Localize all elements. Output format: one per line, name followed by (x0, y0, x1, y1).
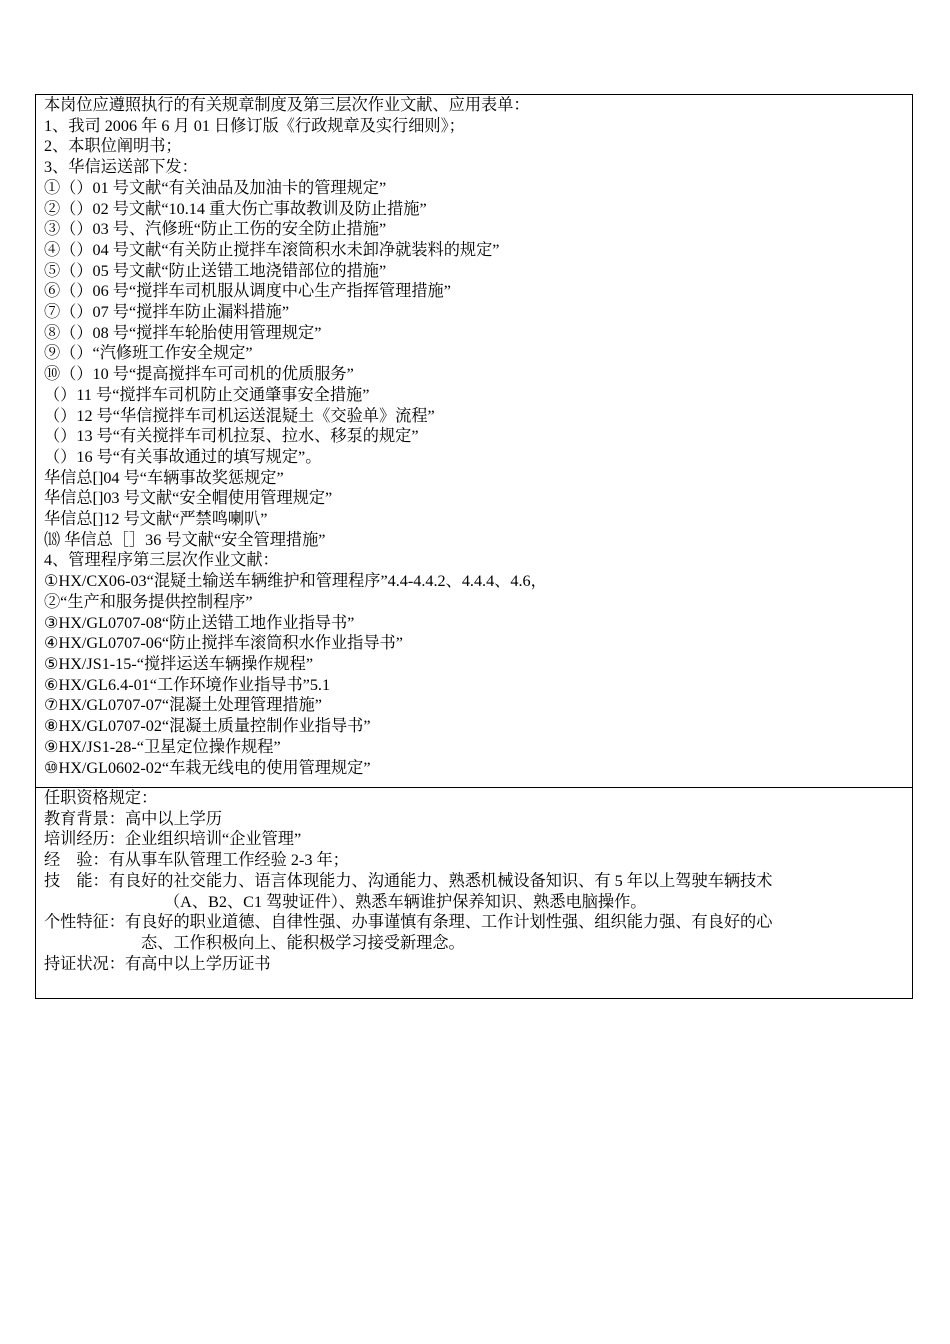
training-row (44, 829, 904, 850)
certificate-label: 持证状况： (44, 954, 125, 973)
personality-label: 个性特征： (44, 913, 125, 932)
skills-row (44, 871, 904, 892)
regulation-item: ⑦（）07 号“搅拌车防止漏料措施” (44, 303, 290, 322)
regulation-item: ⑤HX/JS1-15-“搅拌运送车辆操作规程” (44, 654, 313, 673)
regulation-item: ③（）03 号、汽修班“防止工伤的安全防止措施” (44, 220, 387, 239)
regulation-item: 2、本职位阐明书； (44, 137, 182, 156)
regulation-item: （）11 号“搅拌车司机防止交通肇事安全措施” (44, 385, 370, 404)
regulations-list (44, 116, 904, 779)
regulation-item: （）12 号“华信搅拌车司机运送混疑土《交验单》流程” (44, 406, 435, 425)
regulation-item: ⑧（）08 号“搅拌车轮胎使用管理规定” (44, 323, 322, 342)
training-value: 企业组织培训“企业管理” (124, 830, 302, 849)
regulation-item: ⑦HX/GL0707-07“混凝土处理管理措施” (44, 696, 322, 715)
regulation-item: ①HX/CX06-03“混疑土输送车辆维护和管理程序”4.4-4.4.2、4.4.4、4.6， (44, 572, 547, 591)
regulation-item: ④（）04 号文献“有关防止搅拌车滚筒积水未卸净就装料的规定” (44, 240, 500, 259)
certificate-row (44, 954, 904, 975)
personality-value (125, 912, 904, 933)
regulations-cell (36, 95, 912, 788)
regulation-item: ⑩（）10 号“提高搅拌车可司机的优质服务” (44, 365, 354, 384)
education-label: 教育背景： (44, 809, 125, 828)
regulation-item: ⑤（）05 号文献“防止送错工地浇错部位的措施” (44, 261, 387, 280)
regulation-item: ⑥（）06 号“搅拌车司机服从调度中心生产指挥管理措施” (44, 282, 451, 301)
regulation-item: ⒅ 华信总［］36 号文献“安全管理措施” (44, 530, 326, 549)
personality-row (44, 912, 904, 933)
education-row (44, 809, 904, 830)
regulation-item: ②（）02 号文献“10.14 重大伤亡事故教训及防止措施” (44, 199, 427, 218)
regulation-item: ⑨（）“汽修班工作安全规定” (44, 344, 253, 363)
regulation-item: ①（）01 号文献“有关油品及加油卡的管理规定” (44, 178, 387, 197)
qualifications-cell (36, 788, 912, 998)
regulation-item: 1、我司 2006 年 6 月 01 日修订版《行政规章及实行细则》； (44, 116, 465, 135)
document-table (35, 94, 913, 999)
skills-value (109, 871, 904, 892)
regulation-item: 华信总[]03 号文献“安全帽使用管理规定” (44, 489, 333, 508)
regulation-item: ②“生产和服务提供控制程序” (44, 592, 253, 611)
regulation-item: ③HX/GL0707-08“防止送错工地作业指导书” (44, 613, 355, 632)
experience-label: 经 验： (44, 851, 109, 870)
training-label: 培训经历： (44, 830, 125, 849)
skills-label: 技 能： (44, 871, 109, 890)
regulation-item: ⑩HX/GL0602-02“车栽无线电的使用管理规定” (44, 758, 371, 777)
regulations-heading: 本岗位应遵照执行的有关规章制度及第三层次作业文献、应用表单： (44, 96, 530, 114)
experience-row (44, 850, 904, 871)
regulation-item: 华信总[]04 号“车辆事故奖惩规定” (44, 468, 284, 487)
personality-value-line1: 有良好的职业道德、自律性强、办事谨慎有条理、工作计划性强、组织能力强、有良好的心 (124, 913, 773, 932)
regulation-item: 华信总[]12 号文献“严禁鸣喇叭” (44, 510, 268, 529)
personality-value-line2: 态、工作积极向上、能积极学习接受新理念。 (141, 933, 465, 952)
regulation-item: ⑨HX/JS1-28-“卫星定位操作规程” (44, 737, 281, 756)
regulation-item: （）16 号“有关事故通过的填写规定”。 (44, 447, 322, 466)
regulation-item: ⑥HX/GL6.4-01“工作环境作业指导书”5.1 (44, 675, 331, 694)
regulation-item: ④HX/GL0707-06“防止搅拌车滚筒积水作业指导书” (44, 634, 403, 653)
regulation-item: ⑧HX/GL0707-02“混凝土质量控制作业指导书” (44, 717, 371, 736)
skills-value-line1: 有良好的社交能力、语言体现能力、沟通能力、熟悉机械设备知识、有 5 年以上驾驶车辆技术 (108, 871, 773, 890)
skills-value-line2: （A、B2、C1 驾驶证件）、熟悉车辆谁护保养知识、熟悉电脑操作。 (164, 892, 647, 911)
experience-value: 有从事车队管理工作经验 2-3 年； (108, 851, 349, 870)
regulation-item: （）13 号“有关搅拌车司机拉泵、拉水、移泵的规定” (44, 427, 419, 446)
certificate-value: 有高中以上学历证书 (124, 954, 271, 973)
education-value: 高中以上学历 (124, 809, 223, 828)
regulation-item: 3、华信运送部下发： (44, 158, 198, 177)
regulation-item: 4、管理程序第三层次作业文献： (44, 551, 279, 570)
qualifications-heading: 任职资格规定： (44, 789, 158, 807)
